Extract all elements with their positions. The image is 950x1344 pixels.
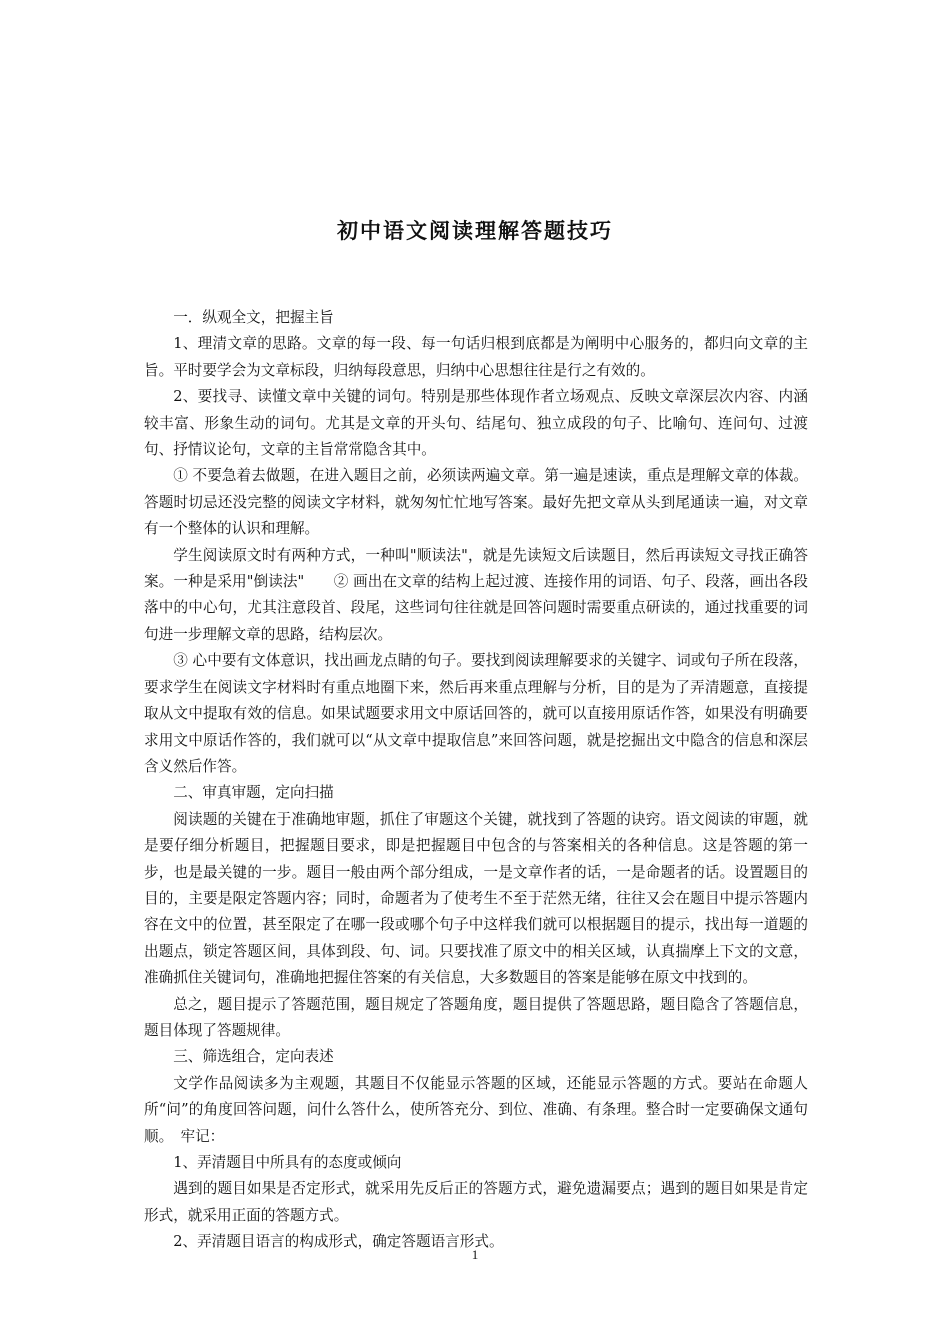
paragraph: 学生阅读原文时有两种方式，一种叫"顺读法"，就是先读短文后读题目，然后再读短文寻找正确答案。一种是采用"倒读法" ② 画出在文章的结构上起过渡、连接作用的词语、句子、段落，画出各段落中的中心句，尤其注意段首、段尾，这些词句往往就是回答问题时需要重点研读的，通过找重要的词句进一步理解文章的思路，结构层次。 [144, 546, 808, 643]
paragraph: 文学作品阅读多为主观题，其题目不仅能显示答题的区域，还能显示答题的方式。要站在命题人所“问”的角度回答问题，问什么答什么，使所答充分、到位、准确、有条理。整合时一定要确保文通句顺。 牢记： [144, 1074, 808, 1145]
section-heading-1: 一．纵观全文，把握主旨 [173, 309, 334, 326]
paragraph: 2、要找寻、读懂文章中关键的词句。特别是那些体现作者立场观点、反映文章深层次内容、内涵较丰富、形象生动的词句。尤其是文章的开头句、结尾句、独立成段的句子、比喻句、连问句、过渡句、抒情议论句，文章的主旨常常隐含其中。 [144, 388, 808, 459]
page-number: 1 [471, 1247, 479, 1262]
subheading: 2、弄清题目语言的构成形式，确定答题语言形式。 [173, 1233, 504, 1251]
paragraph: ③ 心中要有文体意识，找出画龙点睛的句子。要找到阅读理解要求的关键字、词或句子所在段落，要求学生在阅读文字材料时有重点地圈下来，然后再来重点理解与分析，目的是为了弄清题意，直接提取从文中提取有效的信息。如果试题要求用文中原话回答的，就可以直接用原话作答，如果没有明确要求用文中原话作答的，我们就可以“从文章中提取信息”来回答问题，就是挖掘出文中隐含的信息和深层含义然后作答。 [144, 652, 808, 775]
subheading: 1、弄清题目中所具有的态度或倾向 [173, 1154, 402, 1171]
paragraph: 遇到的题目如果是否定形式，就采用先反后正的答题方式，避免遗漏要点；遇到的题目如果是肯定形式，就采用正面的答题方式。 [144, 1180, 808, 1224]
section-heading-2: 二、审真审题，定向扫描 [173, 784, 334, 802]
paragraph: 1、理清文章的思路。文章的每一段、每一句话归根到底都是为阐明中心服务的，都归向文章的主旨。平时要学会为文章标段，归纳每段意思，归纳中心思想往往是行之有效的。 [144, 335, 808, 379]
document-body [144, 305, 808, 1256]
paragraph: 阅读题的关键在于准确地审题，抓住了审题这个关键，就找到了答题的诀窍。语文阅读的审题，就是要仔细分析题目，把握题目要求，即是把握题目中包含的与答案相关的各种信息。这是答题的第一步，也是最关键的一步。题目一般由两个部分组成，一是文章作者的话，一是命题者的话。设置题目的目的，主要是限定答题内容；同时，命题者为了使考生不至于茫然无绪，往往又会在题目中提示答题内容在文中的位置，甚至限定了在哪一段或哪个句子中这样我们就可以根据题目的提示，找出每一道题的出题点，锁定答题区间，具体到段、句、词。只要找准了原文中的相关区域，认真揣摩上下文的文意，准确抓住关键词句，准确地把握住答案的有关信息，大多数题目的答案是能够在原文中找到的。 [144, 810, 808, 987]
paragraph: ① 不要急着去做题，在进入题目之前，必须读两遍文章。第一遍是速读，重点是理解文章的体裁。答题时切忌还没完整的阅读文字材料，就匆匆忙忙地写答案。最好先把文章从头到尾通读一遍，对文章有一个整体的认识和理解。 [144, 467, 808, 538]
paragraph: 总之，题目提示了答题范围，题目规定了答题角度，题目提供了答题思路，题目隐含了答题信息，题目体现了答题规律。 [144, 995, 808, 1039]
section-heading-3: 三、筛选组合，定向表述 [173, 1048, 334, 1066]
document-title: 初中语文阅读理解答题技巧 [337, 218, 613, 243]
